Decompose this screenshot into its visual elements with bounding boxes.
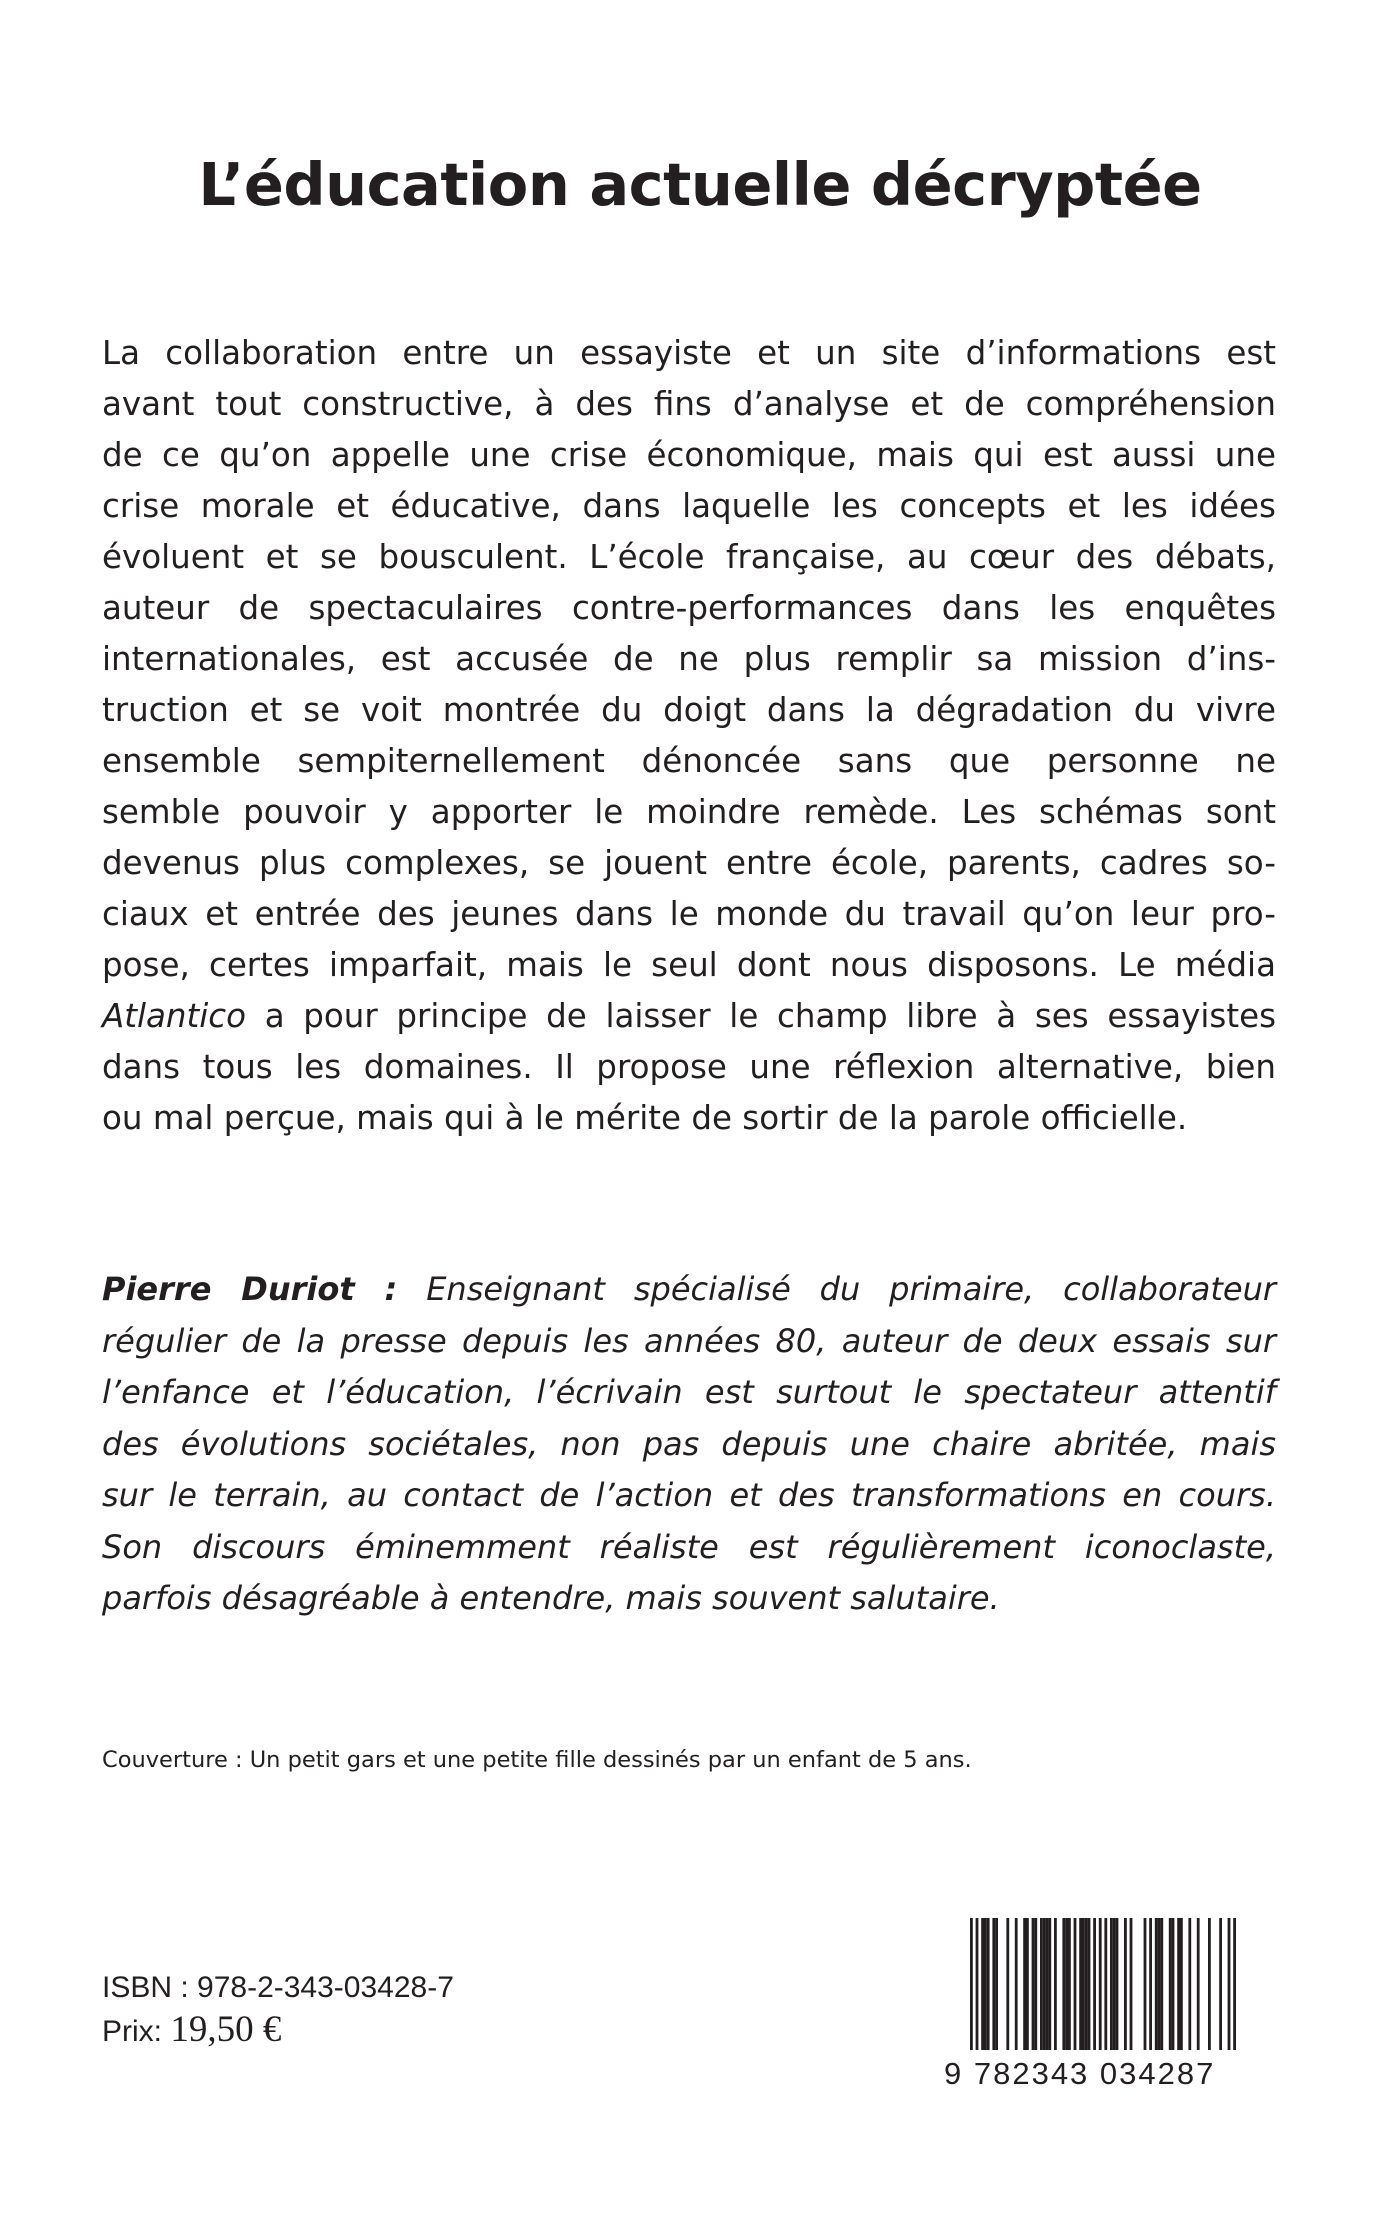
barcode-bars — [970, 1918, 1236, 2068]
barcode-bar — [1180, 1918, 1183, 2050]
summary-line: La collaboration entre un essayiste et un site d’informations est — [102, 334, 1276, 372]
barcode-bar — [1219, 1918, 1222, 2050]
barcode-bar — [1110, 1918, 1113, 2050]
barcode-bar — [1082, 1918, 1085, 2050]
barcode-bar — [1169, 1918, 1172, 2050]
barcode-bar — [1124, 1918, 1127, 2050]
summary-line: devenus plus complexes, se jouent entre école, parents, cadres so- — [102, 844, 1276, 882]
media-name: Atlantico — [102, 997, 247, 1035]
barcode-bar — [1130, 1918, 1133, 2050]
barcode-bar — [1177, 1918, 1180, 2050]
barcode-bar — [1023, 1918, 1026, 2050]
summary-line: ciaux et entrée des jeunes dans le monde du travail qu’on leur pro- — [102, 895, 1276, 933]
barcode-bar — [1034, 1918, 1037, 2050]
barcode-bar — [1158, 1918, 1161, 2050]
barcode-bar — [1048, 1918, 1051, 2050]
book-title: L’éducation actuelle décryptée — [198, 150, 1202, 219]
author-bio-line: l’enfance et l’éducation, l’écrivain est surtout le spectateur attentif — [102, 1373, 1276, 1411]
barcode-bar — [992, 1918, 995, 2050]
barcode-bar — [1172, 1918, 1175, 2050]
barcode-bar — [1068, 1918, 1071, 2050]
barcode-bar — [1197, 1918, 1200, 2050]
barcode-bar — [1149, 1918, 1152, 2050]
barcode-bar — [1188, 1918, 1191, 2050]
author-bio-line: parfois désagréable à entendre, mais souvent salutaire. — [102, 1579, 1000, 1617]
summary-line: semble pouvoir y apporter le moindre remède. Les schémas sont — [102, 793, 1276, 831]
summary-line-text: a pour principe de laisser le champ libre à ses essayistes — [246, 997, 1276, 1035]
barcode-bar — [1046, 1918, 1049, 2050]
summary-line: crise morale et éducative, dans laquelle les concepts et les idées — [102, 487, 1276, 525]
barcode-bar — [987, 1918, 990, 2050]
barcode-bar — [995, 1918, 998, 2050]
barcode-bar — [1085, 1918, 1088, 2050]
barcode-bar — [1032, 1918, 1035, 2050]
barcode-bar — [1228, 1918, 1231, 2068]
summary-line: internationales, est accusée de ne plus remplir sa mission d’ins- — [102, 640, 1276, 678]
book-summary — [102, 328, 1276, 1144]
summary-line — [102, 991, 1276, 1042]
author-bio-line — [102, 1264, 1276, 1316]
isbn-number: ISBN : 978-2-343-03428-7 — [102, 1971, 454, 2004]
barcode-bar — [970, 1918, 973, 2068]
author-bio — [102, 1264, 1276, 1625]
author-bio-line: régulier de la presse depuis les années 80, auteur de deux essais sur — [102, 1321, 1276, 1360]
author-bio-line: sur le terrain, au contact de l’action et des transformations en cours. — [102, 1476, 1276, 1514]
barcode-bar — [1093, 1918, 1096, 2050]
summary-line: auteur de spectaculaires contre-performances dans les enquêtes — [102, 589, 1276, 627]
barcode-bar — [1144, 1918, 1147, 2050]
summary-line: ensemble sempiternellement dénoncée sans que personne ne — [102, 742, 1276, 780]
barcode-graphic — [942, 1918, 1254, 2090]
barcode-bar — [1113, 1918, 1116, 2050]
barcode-bar — [1233, 1918, 1236, 2068]
barcode-bar — [1054, 1918, 1057, 2050]
summary-line: avant tout constructive, à des fins d’analyse et de compréhension — [102, 385, 1276, 423]
barcode-bar — [1043, 1918, 1046, 2050]
author-bio-line: des évolutions sociétales, non pas depuis une chaire abritée, mais — [102, 1424, 1276, 1463]
summary-line: ou mal perçue, mais qui à le mérite de sortir de la parole officielle. — [102, 1099, 1188, 1137]
barcode-bar — [1088, 1918, 1091, 2050]
barcode-bar — [976, 1918, 979, 2068]
barcode-bar — [1006, 1918, 1009, 2050]
summary-line: pose, certes imparfait, mais le seul dont nous disposons. Le média — [102, 946, 1276, 984]
barcode-bar — [1099, 1918, 1102, 2068]
barcode-bar — [1116, 1918, 1119, 2050]
barcode-bar — [1015, 1918, 1018, 2050]
summary-line: dans tous les domaines. Il propose une réflexion alternative, bien — [102, 1048, 1276, 1086]
author-bio-text: Enseignant spécialisé du primaire, collaborateur — [397, 1270, 1277, 1308]
summary-line: de ce qu’on appelle une crise économique, mais qui est aussi une — [102, 436, 1276, 474]
cover-credit: Couverture : Un petit gars et une petite fille dessinés par un enfant de 5 ans. — [102, 1747, 972, 1773]
barcode-bar — [984, 1918, 987, 2050]
barcode-bar — [1062, 1918, 1065, 2050]
barcode-bar — [1079, 1918, 1082, 2050]
price-value: 19,50 € — [170, 2009, 282, 2050]
barcode-bar — [981, 1918, 984, 2050]
barcode-bar — [1040, 1918, 1043, 2050]
barcode-bar — [1074, 1918, 1077, 2050]
author-name: Pierre Duriot : — [102, 1270, 398, 1308]
barcode-bar — [1155, 1918, 1158, 2050]
price-label: Prix: — [102, 2015, 171, 2048]
price — [102, 2010, 281, 2056]
barcode-bar — [1026, 1918, 1029, 2050]
barcode-bar — [1160, 1918, 1163, 2050]
barcode-bar — [1208, 1918, 1211, 2050]
barcode-bar — [1104, 1918, 1107, 2068]
author-bio-line: Son discours éminemment réaliste est régulièrement iconoclaste, — [102, 1527, 1276, 1566]
barcode-digits: 9 782343 034287 — [944, 2056, 1216, 2090]
barcode — [942, 1918, 1254, 2090]
summary-line: évoluent et se bousculent. L’école française, au cœur des débats, — [102, 538, 1276, 576]
barcode-bar — [1065, 1918, 1068, 2050]
summary-line: truction et se voit montrée du doigt dans la dégradation du vivre — [102, 691, 1276, 729]
